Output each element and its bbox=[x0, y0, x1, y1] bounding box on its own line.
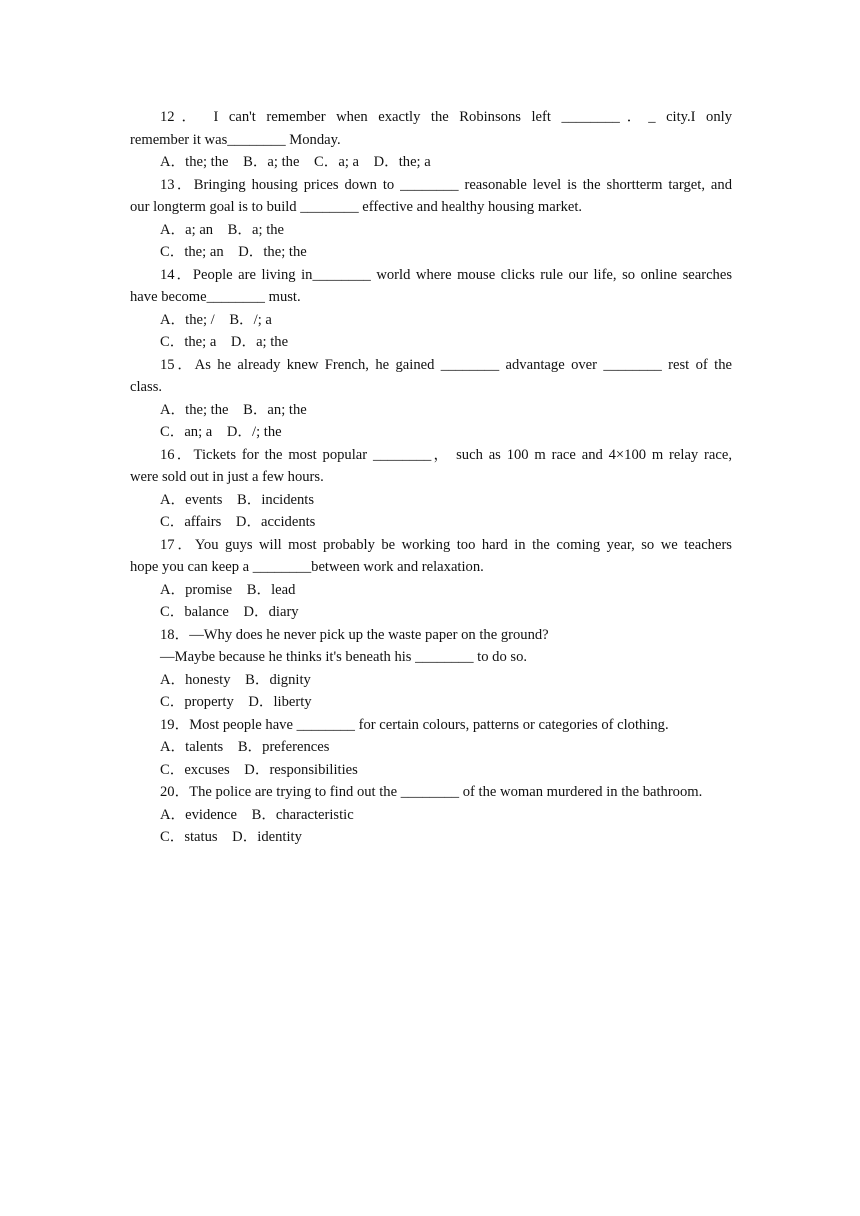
question-stem: were sold out in just a few hours. bbox=[130, 469, 324, 485]
answer-options: A．a; an B．a; the bbox=[160, 221, 285, 238]
question-stem: 12． I can't remember when exactly the Robinsons left ________．_ city.I only bbox=[160, 109, 732, 125]
question-20 bbox=[130, 781, 732, 849]
question-16 bbox=[130, 444, 732, 534]
answer-options: C．an; a D．/; the bbox=[160, 424, 282, 440]
question-19 bbox=[130, 714, 732, 782]
question-stem: 17．You guys will most probably be working too hard in the coming year, so we teachers bbox=[160, 536, 732, 553]
question-stem: class. bbox=[130, 379, 163, 395]
answer-options: A．the; / B．/; a bbox=[160, 311, 272, 328]
question-14 bbox=[130, 264, 732, 354]
answer-options: C．affairs D．accidents bbox=[160, 514, 316, 530]
answer-options: C．balance D．diary bbox=[160, 604, 299, 620]
answer-options: A．the; the B．an; the bbox=[160, 401, 307, 418]
answer-options: A．promise B．lead bbox=[160, 581, 296, 598]
question-17 bbox=[130, 534, 732, 624]
question-12 bbox=[130, 106, 732, 174]
question-stem: 15．As he already knew French, he gained ________ advantage over ________ rest of the bbox=[160, 356, 732, 373]
answer-options: A．evidence B．characteristic bbox=[160, 806, 354, 823]
question-stem: —Maybe because he thinks it's beneath his ________ to do so. bbox=[160, 649, 528, 665]
answer-options: C．excuses D．responsibilities bbox=[160, 761, 358, 778]
answer-options: C．the; an D．the; the bbox=[160, 244, 307, 260]
question-stem: 14．People are living in________ world where mouse clicks rule our life, so online searches bbox=[160, 266, 732, 283]
question-stem: remember it was________ Monday. bbox=[130, 131, 341, 148]
answer-options: A．the; the B．a; the C．a; a D．the; a bbox=[160, 154, 431, 170]
question-13 bbox=[130, 174, 732, 264]
answer-options: C．property D．liberty bbox=[160, 694, 312, 710]
question-list bbox=[130, 106, 732, 849]
question-stem: hope you can keep a ________between work and relaxation. bbox=[130, 559, 484, 575]
answer-options: C．status D．identity bbox=[160, 829, 302, 845]
answer-options: A．honesty B．dignity bbox=[160, 671, 311, 688]
question-stem: 18．—Why does he never pick up the waste paper on the ground? bbox=[160, 626, 549, 643]
question-stem: our longterm goal is to build ________ effective and healthy housing market. bbox=[130, 199, 583, 215]
question-stem: 20．The police are trying to find out the ________ of the woman murdered in the bathroom. bbox=[160, 784, 703, 800]
question-18 bbox=[130, 624, 732, 714]
question-15 bbox=[130, 354, 732, 444]
question-stem: 19．Most people have ________ for certain colours, patterns or categories of clothing. bbox=[160, 716, 669, 733]
question-stem: 16．Tickets for the most popular ________， such as 100 m race and 4×100 m relay race, bbox=[160, 446, 732, 463]
answer-options: A．talents B．preferences bbox=[160, 739, 330, 755]
answer-options: C．the; a D．a; the bbox=[160, 334, 289, 350]
answer-options: A．events B．incidents bbox=[160, 491, 315, 508]
question-stem: have become________ must. bbox=[130, 289, 301, 305]
question-stem: 13．Bringing housing prices down to ________ reasonable level is the shortterm target, and bbox=[160, 176, 732, 193]
